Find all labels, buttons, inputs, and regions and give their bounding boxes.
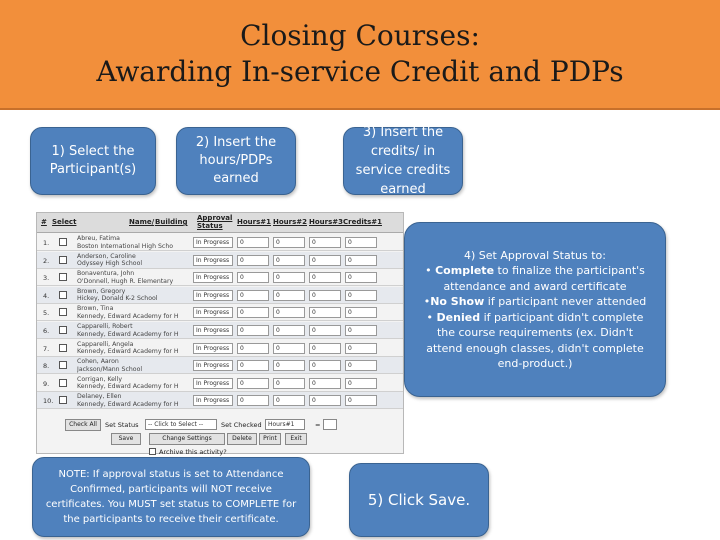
hours1-input[interactable]: 0 <box>237 360 269 371</box>
hours3-input[interactable]: 0 <box>309 307 341 318</box>
print-button[interactable]: Print <box>259 433 281 445</box>
callout-step5 <box>349 463 489 537</box>
col-hours1[interactable]: Hours#1 <box>237 218 272 226</box>
participant-building: Kennedy, Edward Academy for H <box>77 312 179 320</box>
table-row <box>37 322 403 339</box>
note-callout <box>32 457 310 537</box>
credits1-input[interactable]: 0 <box>345 307 377 318</box>
participant-name[interactable]: Delaney, Ellen <box>77 393 122 401</box>
delete-button[interactable]: Delete <box>227 433 257 445</box>
save-button[interactable]: Save <box>111 433 141 445</box>
row-number: 4. <box>43 291 50 300</box>
archive-label: Archive this activity? <box>159 448 227 456</box>
participant-building: O'Donnell, Hugh R. Elementary <box>77 277 174 285</box>
row-select-checkbox[interactable] <box>59 379 67 387</box>
hours3-input[interactable]: 0 <box>309 255 341 266</box>
set-status-label: Set Status <box>105 421 139 429</box>
hours3-input[interactable]: 0 <box>309 272 341 283</box>
step4-denied-term: Denied <box>436 310 481 324</box>
credits1-input[interactable]: 0 <box>345 378 377 389</box>
callout-step2 <box>176 127 296 195</box>
step4-denied-text: if participant didn't complete the course requirements (ex. Didn't attend enough classes, didn't complete end-product.) <box>426 310 644 370</box>
table-row <box>37 357 403 374</box>
slide-title-line1: Closing Courses: <box>240 19 480 52</box>
hours3-input[interactable]: 0 <box>309 290 341 301</box>
participant-building: Hickey, Donald K-2 School <box>77 295 158 303</box>
row-number: 5. <box>43 309 50 318</box>
credits1-input[interactable]: 0 <box>345 272 377 283</box>
hours2-input[interactable]: 0 <box>273 237 305 248</box>
step4-noshow: •No Show if participant never attended <box>423 295 647 308</box>
approval-status-select[interactable]: In Progress <box>193 272 233 283</box>
step4-noshow-term: No Show <box>430 295 485 308</box>
hours2-input[interactable]: 0 <box>273 325 305 336</box>
approval-status-select[interactable]: In Progress <box>193 307 233 318</box>
participant-building: Odyssey High School <box>77 260 143 268</box>
hours2-input[interactable]: 0 <box>273 272 305 283</box>
participant-building: Jackson/Mann School <box>77 365 143 373</box>
credits1-input[interactable]: 0 <box>345 255 377 266</box>
hours1-input[interactable]: 0 <box>237 325 269 336</box>
step4-heading: 4) Set Approval Status to: <box>464 248 606 262</box>
hours1-input[interactable]: 0 <box>237 378 269 389</box>
step4-denied: • Denied if participant didn't complete the course requirements (ex. Didn't attend enough classes, didn't complete end-product.) <box>426 310 644 370</box>
row-select-checkbox[interactable] <box>59 238 67 246</box>
hours3-input[interactable]: 0 <box>309 237 341 248</box>
slide-title-line2: Awarding In-service Credit and PDPs <box>96 55 624 88</box>
hours3-input[interactable]: 0 <box>309 343 341 354</box>
row-select-checkbox[interactable] <box>59 361 67 369</box>
callout-step2-text: 2) Insert the hours/PDPs earned <box>195 135 277 186</box>
participant-name[interactable]: Brown, Gregory <box>77 287 126 295</box>
participant-name[interactable]: Brown, Tina <box>77 305 114 313</box>
col-num: # <box>41 218 47 226</box>
hours2-input[interactable]: 0 <box>273 343 305 354</box>
approval-status-select[interactable]: In Progress <box>193 255 233 266</box>
col-select[interactable]: Select <box>52 218 77 226</box>
hours3-input[interactable]: 0 <box>309 395 341 406</box>
credits1-input[interactable]: 0 <box>345 395 377 406</box>
table-row <box>37 252 403 269</box>
row-number: 7. <box>43 344 50 353</box>
row-select-checkbox[interactable] <box>59 273 67 281</box>
hours1-input[interactable]: 0 <box>237 237 269 248</box>
table-row <box>37 375 403 392</box>
participant-building: Kennedy, Edward Academy for H <box>77 383 179 391</box>
row-select-checkbox[interactable] <box>59 396 67 404</box>
credits1-input[interactable]: 0 <box>345 290 377 301</box>
table-row <box>37 304 403 321</box>
col-name[interactable]: Name/ <box>129 218 155 226</box>
callout-step3-text: 3) Insert the credits/ in service credits earned <box>355 125 451 197</box>
status-select[interactable]: -- Click to Select -- <box>145 419 217 430</box>
col-approval[interactable]: Approval Status <box>197 214 233 230</box>
hours1-input[interactable]: 0 <box>237 290 269 301</box>
approval-status-select[interactable]: In Progress <box>193 343 233 354</box>
row-number: 6. <box>43 327 50 335</box>
col-hours3[interactable]: Hours#3 <box>309 218 344 226</box>
approval-status-select[interactable]: In Progress <box>193 237 233 248</box>
table-row <box>37 287 403 304</box>
col-hours2[interactable]: Hours#2 <box>273 218 308 226</box>
participant-name[interactable]: Bonaventura, John <box>77 270 135 278</box>
row-select-checkbox[interactable] <box>59 308 67 316</box>
exit-button[interactable]: Exit <box>285 433 307 445</box>
row-number: 10. <box>43 397 54 406</box>
callout-step4 <box>404 222 666 397</box>
callout-step3 <box>343 127 463 195</box>
table-row <box>37 269 403 286</box>
step4-complete-text: to finalize the participant's attendance and award certificate <box>443 264 645 293</box>
row-number: 2. <box>43 256 50 265</box>
set-value-input[interactable] <box>323 419 337 430</box>
step4-noshow-text: if participant never attended <box>484 295 647 308</box>
participant-name[interactable]: Anderson, Caroline <box>77 252 136 260</box>
archive-checkbox[interactable] <box>149 448 156 455</box>
credits1-input[interactable]: 0 <box>345 343 377 354</box>
row-number: 8. <box>43 362 50 371</box>
roster-header <box>37 213 403 233</box>
change-settings-button[interactable]: Change Settings <box>149 433 225 445</box>
row-number: 3. <box>43 274 50 283</box>
hours3-input[interactable]: 0 <box>309 325 341 336</box>
hours2-input[interactable]: 0 <box>273 255 305 266</box>
step4-complete: • Complete to finalize the participant's attendance and award certificate <box>425 264 645 293</box>
roster-table <box>36 212 404 454</box>
row-number: 1. <box>43 239 50 247</box>
step4-complete-term: Complete <box>435 264 495 277</box>
table-row <box>37 340 403 357</box>
hours3-input[interactable]: 0 <box>309 378 341 389</box>
slide-title-bar <box>0 0 720 110</box>
callout-step5-text: 5) Click Save. <box>367 491 471 509</box>
hours2-input[interactable]: 0 <box>273 290 305 301</box>
col-building[interactable]: Building <box>155 218 188 226</box>
participant-building: Kennedy, Edward Academy for H <box>77 348 179 356</box>
row-select-checkbox[interactable] <box>59 326 67 334</box>
row-number: 9. <box>43 379 50 388</box>
note-text: NOTE: If approval status is set to Attendance Confirmed, participants will NOT receive certificates. You MUST set status to COMPLETE for the participants to receive their certificate. <box>45 469 297 525</box>
credits1-input[interactable]: 0 <box>345 325 377 336</box>
hours1-input[interactable]: 0 <box>237 343 269 354</box>
set-checked-label: Set Checked <box>221 421 262 429</box>
hours3-input[interactable]: 0 <box>309 360 341 371</box>
hours1-input[interactable]: 0 <box>237 255 269 266</box>
table-row <box>37 392 403 409</box>
table-row <box>37 234 403 251</box>
hours1-input[interactable]: 0 <box>237 395 269 406</box>
approval-status-select[interactable]: In Progress <box>193 395 233 406</box>
hours2-input[interactable]: 0 <box>273 395 305 406</box>
credits1-input[interactable]: 0 <box>345 360 377 371</box>
row-select-checkbox[interactable] <box>59 256 67 264</box>
participant-building: Kennedy, Edward Academy for H <box>77 330 179 338</box>
check-all-button[interactable]: Check All <box>65 419 101 431</box>
callout-step1 <box>30 127 156 195</box>
approval-status-select[interactable]: In Progress <box>193 325 233 336</box>
equals-sign: = <box>315 421 321 429</box>
hours1-input[interactable]: 0 <box>237 272 269 283</box>
participant-name[interactable]: Capparelli, Robert <box>77 323 133 330</box>
row-select-checkbox[interactable] <box>59 291 67 299</box>
hours2-input[interactable]: 0 <box>273 360 305 371</box>
participant-building: Boston International High Scho <box>77 242 174 250</box>
participant-name[interactable]: Abreu, Fatima <box>77 235 120 242</box>
credits1-input[interactable]: 0 <box>345 237 377 248</box>
row-select-checkbox[interactable] <box>59 344 67 352</box>
approval-status-select[interactable]: In Progress <box>193 360 233 371</box>
participant-name[interactable]: Corrigan, Kelly <box>77 375 123 383</box>
approval-status-select[interactable]: In Progress <box>193 290 233 301</box>
hours2-input[interactable]: 0 <box>273 307 305 318</box>
approval-status-select[interactable]: In Progress <box>193 378 233 389</box>
hours2-input[interactable]: 0 <box>273 378 305 389</box>
hours-select[interactable]: Hours#1 <box>265 419 305 430</box>
participant-name[interactable]: Cohen, Aaron <box>77 358 119 366</box>
hours1-input[interactable]: 0 <box>237 307 269 318</box>
callout-step1-text: 1) Select the Participant(s) <box>49 144 137 177</box>
participant-name[interactable]: Capparelli, Angela <box>77 340 134 348</box>
participant-building: Kennedy, Edward Academy for H <box>77 400 179 408</box>
col-credits[interactable]: Credits#1 <box>343 218 382 226</box>
